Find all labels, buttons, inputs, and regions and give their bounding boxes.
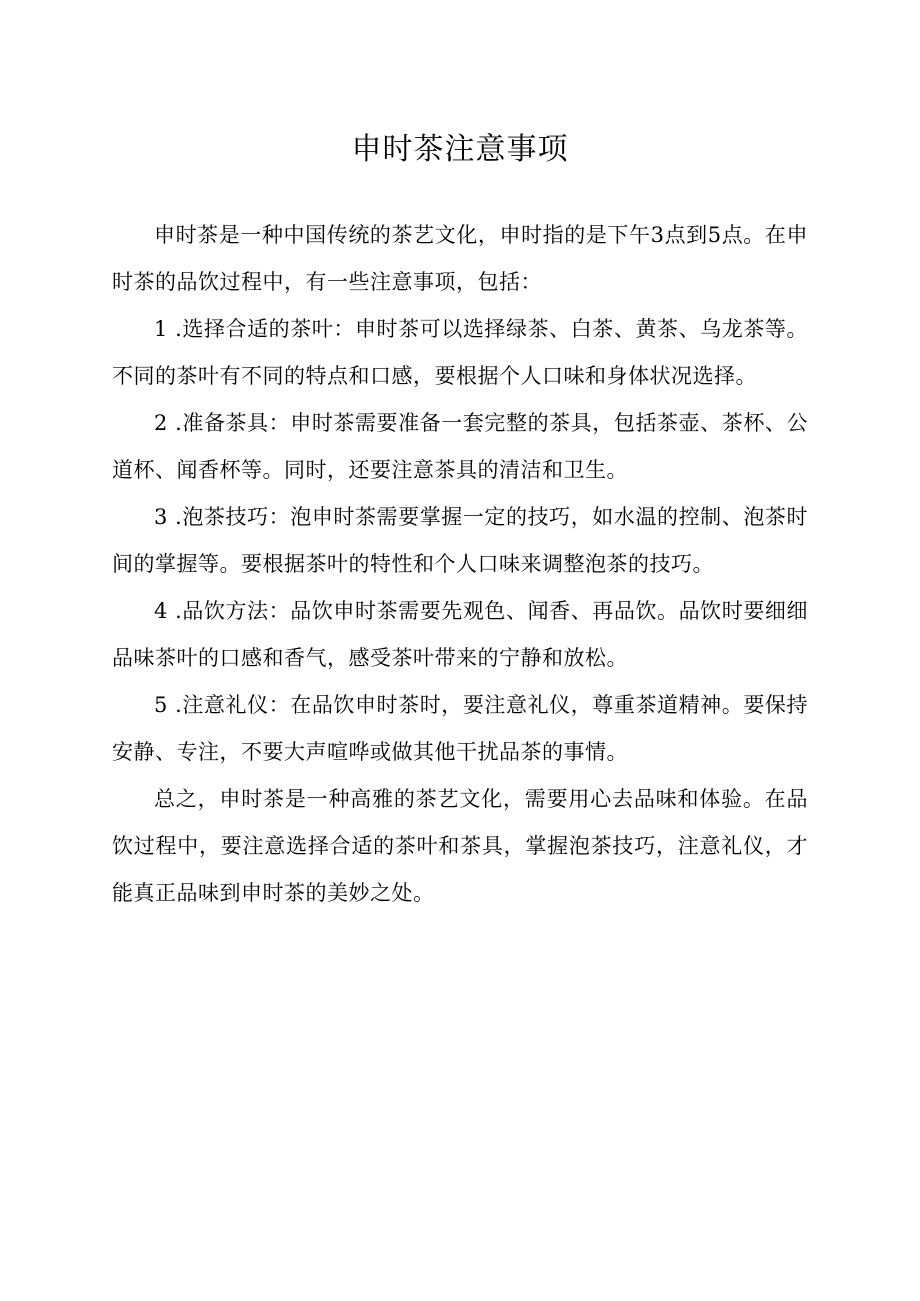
- paragraph-intro: 申时茶是一种中国传统的茶艺文化，申时指的是下午3点到5点。在申时茶的品饮过程中，有一些注意事项，包括：: [112, 223, 808, 294]
- paragraph-item-5: 5 .注意礼仪：在品饮申时茶时，要注意礼仪，尊重茶道精神。要保持安静、专注，不要大声喧哗或做其他干扰品茶的事情。: [112, 693, 808, 764]
- paragraph-summary: 总之，申时茶是一种高雅的茶艺文化，需要用心去品味和体验。在品饮过程中，要注意选择合适的茶叶和茶具，掌握泡茶技巧，注意礼仪，才能真正品味到申时茶的美妙之处。: [112, 787, 808, 905]
- document-title: 申时茶注意事项: [351, 132, 569, 167]
- paragraph-item-3: 3 .泡茶技巧：泡申时茶需要掌握一定的技巧，如水温的控制、泡茶时间的掌握等。要根据茶叶的特性和个人口味来调整泡茶的技巧。: [112, 505, 808, 576]
- paragraph-item-1: 1 .选择合适的茶叶：申时茶可以选择绿茶、白茶、黄茶、乌龙茶等。不同的茶叶有不同的特点和口感，要根据个人口味和身体状况选择。: [112, 317, 808, 388]
- document-body: [112, 212, 808, 917]
- paragraph-item-2: 2 .准备茶具：申时茶需要准备一套完整的茶具，包括茶壶、茶杯、公道杯、闻香杯等。同时，还要注意茶具的清洁和卫生。: [112, 411, 808, 482]
- paragraph-item-4: 4 .品饮方法：品饮申时茶需要先观色、闻香、再品饮。品饮时要细细品味茶叶的口感和香气，感受茶叶带来的宁静和放松。: [112, 599, 808, 670]
